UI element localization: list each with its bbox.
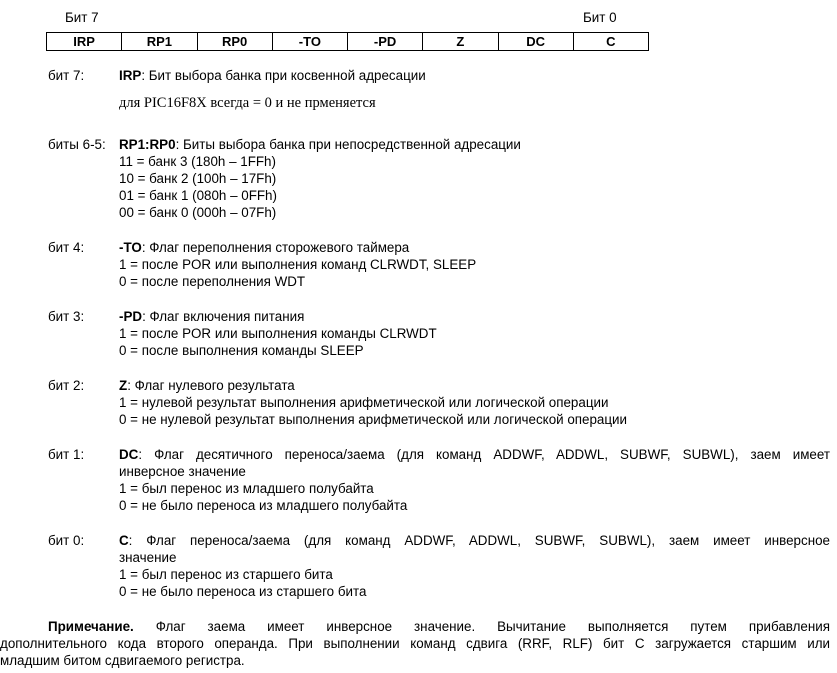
rp-bank3: 11 = банк 3 (180h – 1FFh) <box>119 154 276 169</box>
rp-name: RP1:RP0 <box>119 137 176 152</box>
note-line-3: младшим битом сдвигаемого регистра. <box>0 653 245 668</box>
note-line-1 <box>48 618 830 635</box>
irp-bit-label: бит 7: <box>48 68 85 83</box>
register-cell-z: Z <box>423 33 498 51</box>
dc-heading <box>119 446 830 463</box>
z-value-0: 0 = не нулевой результат выполнения арифметической или логической операции <box>119 412 628 427</box>
note-line-2: дополнительного кода второго операнда. При выполнении команд сдвига (RRF, RLF) бит С загружается старшим или <box>0 636 830 651</box>
register-cell-rp1: RP1 <box>122 33 197 51</box>
register-cell-dc: DC <box>498 33 573 51</box>
c-value-0: 0 = не было переноса из старшего бита <box>119 584 367 599</box>
bit7-label: Бит 7 <box>65 10 99 25</box>
dc-description-cont: инверсное значение <box>119 464 246 479</box>
to-value-0: 0 = после переполнения WDT <box>119 274 306 289</box>
to-description: : Флаг переполнения сторожевого таймера <box>141 240 410 255</box>
z-value-1: 1 = нулевой результат выполнения арифметической или логической операции <box>119 395 609 410</box>
register-cell-c: C <box>573 33 648 51</box>
register-cell-to: -TO <box>272 33 347 51</box>
irp-description: : Бит выбора банка при косвенной адресации <box>141 68 426 83</box>
to-heading <box>119 239 409 256</box>
irp-heading <box>119 67 426 84</box>
to-value-1: 1 = после POR или выполнения команд CLRWDT, SLEEP <box>119 257 477 272</box>
z-name: Z <box>119 378 128 393</box>
register-cell-pd: -PD <box>348 33 423 51</box>
rp-bank0: 00 = банк 0 (000h – 07Fh) <box>119 205 277 220</box>
dc-value-0: 0 = не было переноса из младшего полубайта <box>119 498 408 513</box>
to-bit-label: бит 4: <box>48 240 85 255</box>
bit0-label: Бит 0 <box>583 10 617 25</box>
dc-bit-label: бит 1: <box>48 447 85 462</box>
register-cell-rp0: RP0 <box>197 33 272 51</box>
c-name: C <box>119 533 129 548</box>
dc-name: DC <box>119 447 139 462</box>
to-name: -TO <box>119 240 142 255</box>
rp-heading <box>119 136 521 153</box>
register-cell-irp: IRP <box>47 33 122 51</box>
rp-description: : Биты выбора банка при непосредственной адресации <box>175 137 521 152</box>
c-value-1: 1 = был перенос из старшего бита <box>119 567 333 582</box>
irp-name: IRP <box>119 68 142 83</box>
c-description-cont: значение <box>119 550 177 565</box>
pd-value-1: 1 = после POR или выполнения команды CLRWDT <box>119 326 437 341</box>
z-bit-label: бит 2: <box>48 378 85 393</box>
status-register-table <box>46 32 649 51</box>
pd-value-0: 0 = после выполнения команды SLEEP <box>119 343 364 358</box>
pd-name: -PD <box>119 309 143 324</box>
dc-value-1: 1 = был перенос из младшего полубайта <box>119 481 374 496</box>
c-description: : Флаг переноса/заема (для команд ADDWF, ADDWL, SUBWF, SUBWL), заем имеет инверсное <box>128 533 830 548</box>
z-description: : Флаг нулевого результата <box>127 378 295 393</box>
rp-bit-label: биты 6-5: <box>48 137 106 152</box>
pd-description: : Флаг включения питания <box>142 309 305 324</box>
dc-description: : Флаг десятичного переноса/заема (для команд ADDWF, ADDWL, SUBWF, SUBWL), заем имеет <box>138 447 830 462</box>
rp-bank1: 01 = банк 1 (080h – 0FFh) <box>119 188 277 203</box>
c-bit-label: бит 0: <box>48 533 85 548</box>
pd-heading <box>119 308 304 325</box>
rp-bank2: 10 = банк 2 (100h – 17Fh) <box>119 171 277 186</box>
irp-note: для PIC16F8X всегда = 0 и не прменяется <box>119 95 376 111</box>
note-text-1: Флаг заема имеет инверсное значение. Вычитание выполняется путем прибавления <box>155 619 830 634</box>
pd-bit-label: бит 3: <box>48 309 85 324</box>
c-heading <box>119 532 830 549</box>
z-heading <box>119 377 295 394</box>
note-title: Примечание. <box>48 619 134 634</box>
